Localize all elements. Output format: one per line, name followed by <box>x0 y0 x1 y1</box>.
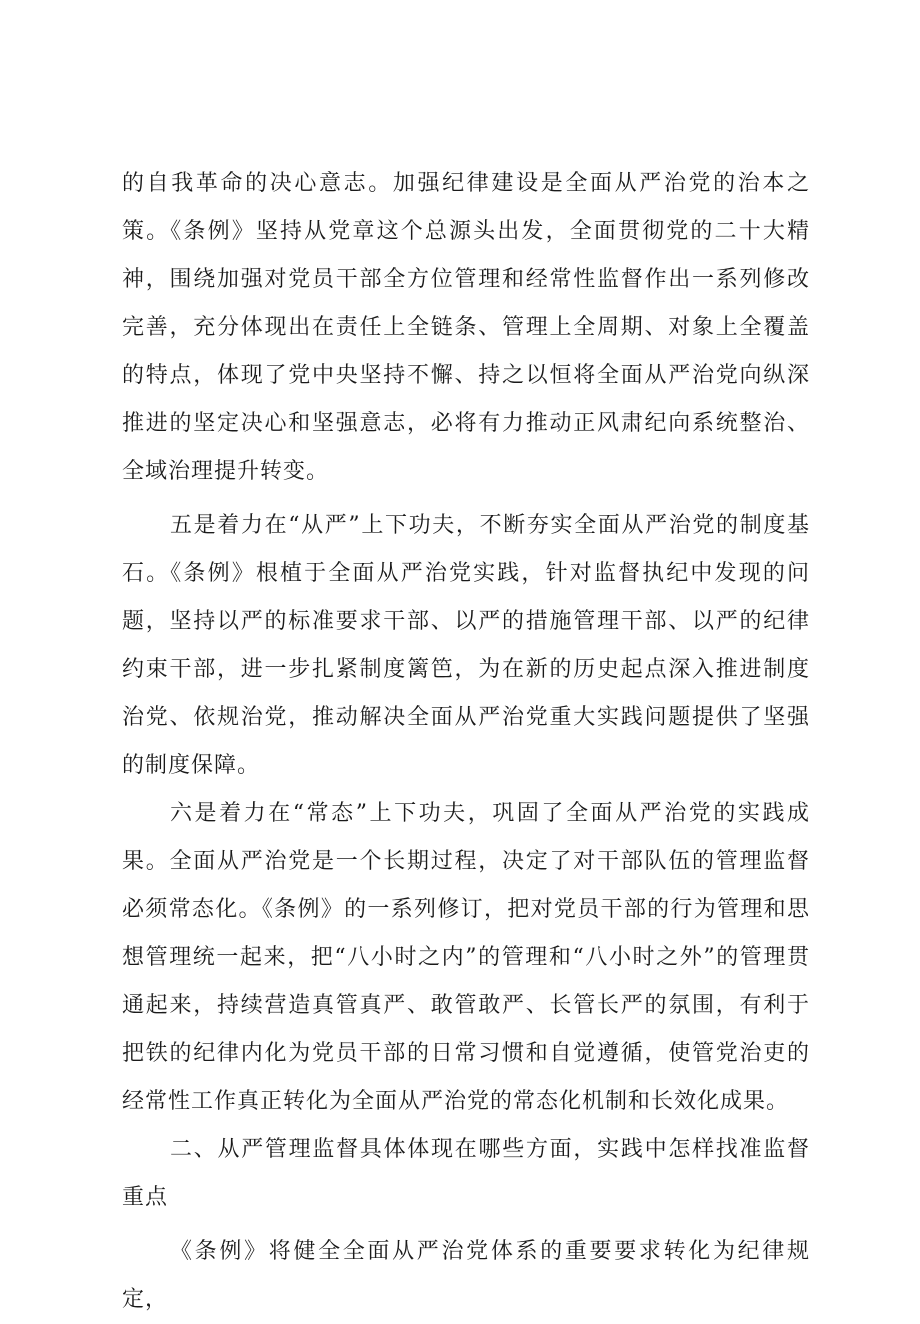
section-heading: 二、从严管理监督具体体现在哪些方面，实践中怎样找准监督重点 <box>122 1137 810 1210</box>
paragraph-3: 六是着力在“常态”上下功夫，巩固了全面从严治党的实践成果。全面从严治党是一个长期过程，决定了对干部队伍的管理监督必须常态化。《条例》的一系列修订，把对党员干部的行为管理和思想管理统一起来，把“八小时之内”的管理和“八小时之外”的管理贯通起来，持续营造真管真严、敢管敢严、长管长严的氛围，有利于把铁的纪律内化为党员干部的日常习惯和自觉遵循，使管党治吏的经常性工作真正转化为全面从严治党的常态化机制和长效化成果。 <box>122 801 810 1114</box>
paragraph-2: 五是着力在“从严”上下功夫，不断夯实全面从严治党的制度基石。《条例》根植于全面从严治党实践，针对监督执纪中发现的问题，坚持以严的标准要求干部、以严的措施管理干部、以严的纪律约束干部，进一步扎紧制度篱笆，为在新的历史起点深入推进制度治党、依规治党，推动解决全面从严治党重大实践问题提供了坚强的制度保障。 <box>122 513 810 778</box>
paragraph-4: 《条例》将健全全面从严治党体系的重要要求转化为纪律规定， <box>122 1239 810 1312</box>
document-body <box>122 160 810 1324</box>
paragraph-1: 的自我革命的决心意志。加强纪律建设是全面从严治党的治本之策。《条例》坚持从党章这个总源头出发，全面贯彻党的二十大精神，围绕加强对党员干部全方位管理和经常性监督作出一系列修改完善，充分体现出在责任上全链条、管理上全周期、对象上全覆盖的特点，体现了党中央坚持不懈、持之以恒将全面从严治党向纵深推进的坚定决心和坚强意志，必将有力推动正风肃纪向系统整治、全域治理提升转变。 <box>122 171 810 484</box>
